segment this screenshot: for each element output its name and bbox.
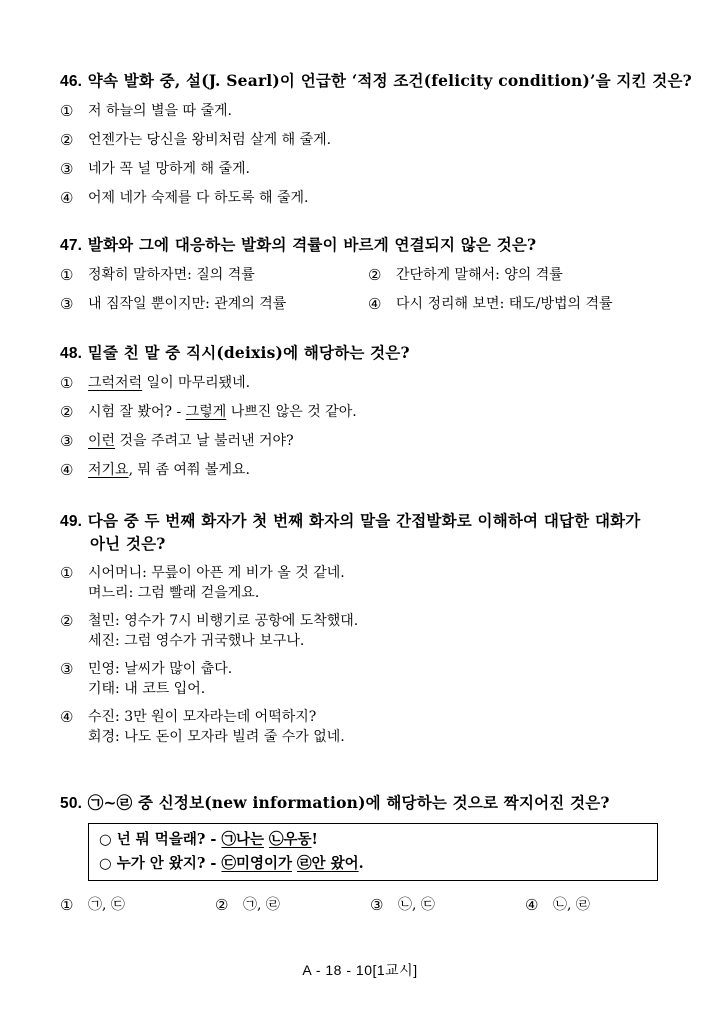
option-mark: ④ bbox=[60, 461, 74, 479]
option-3[interactable] bbox=[370, 895, 525, 915]
question-number: 49. bbox=[60, 513, 83, 530]
question-49-title bbox=[60, 510, 680, 555]
question-50 bbox=[60, 792, 680, 915]
option-3[interactable] bbox=[60, 431, 680, 451]
option-text: 언젠가는 당신을 왕비처럼 살게 해 줄게. bbox=[88, 132, 332, 148]
example-line-2 bbox=[99, 852, 647, 876]
option-1[interactable] bbox=[60, 101, 680, 121]
question-46 bbox=[60, 70, 692, 208]
option-mark: ① bbox=[60, 896, 74, 914]
dialogue-line-1: 수진: 3만 원이 모자라는데 어떡하지? bbox=[88, 709, 317, 725]
option-mark: ④ bbox=[60, 189, 74, 207]
option-1[interactable] bbox=[60, 373, 680, 393]
option-4[interactable] bbox=[368, 294, 680, 314]
option-text-post: 것을 주려고 날 불러낸 거야? bbox=[115, 433, 294, 449]
question-49 bbox=[60, 510, 680, 747]
question-48 bbox=[60, 342, 680, 480]
option-mark: ① bbox=[60, 102, 74, 120]
question-number: 50. bbox=[60, 795, 83, 812]
question-number: 48. bbox=[60, 345, 83, 362]
option-mark: ④ bbox=[525, 896, 539, 914]
option-1[interactable] bbox=[60, 265, 368, 285]
question-text: 약속 발화 중, 설(J. Searl)이 언급한 ‘적정 조건(felicity condition)’을 지킨 것은? bbox=[87, 71, 692, 90]
marked-phrase-b: ㉡우동 bbox=[269, 831, 312, 848]
option-text-post: 나쁘진 않은 것 같아. bbox=[226, 404, 357, 420]
underlined-word: 그렇게 bbox=[185, 404, 227, 420]
dialogue-line-2: 회경: 나도 돈이 모자라 빌려 줄 수가 없네. bbox=[88, 729, 345, 745]
option-2[interactable] bbox=[215, 895, 370, 915]
option-4[interactable] bbox=[60, 460, 680, 480]
option-mark: ① bbox=[60, 374, 74, 392]
option-mark: ③ bbox=[60, 660, 74, 678]
option-mark: ④ bbox=[368, 295, 382, 313]
option-mark: ③ bbox=[370, 896, 384, 914]
question-47-title bbox=[60, 234, 680, 257]
option-mark: ② bbox=[368, 266, 382, 284]
question-text-line1: 다음 중 두 번째 화자가 첫 번째 화자의 말을 간접발화로 이해하여 대답한 대화가 bbox=[87, 511, 641, 530]
option-3[interactable] bbox=[60, 659, 680, 699]
question-text: 밑줄 친 말 중 직시(deixis)에 해당하는 것은? bbox=[87, 343, 410, 362]
page-footer: A - 18 - 10[1교시] bbox=[302, 962, 418, 978]
option-text: ㉡, ㉢ bbox=[398, 897, 435, 913]
option-4[interactable] bbox=[525, 895, 680, 915]
option-text-post: 일이 마무리됐네. bbox=[142, 375, 251, 391]
option-3[interactable] bbox=[60, 159, 680, 179]
dialogue-line-2: 세진: 그럼 영수가 귀국했나 보구나. bbox=[88, 633, 305, 649]
underlined-word: 그럭저럭 bbox=[88, 375, 143, 391]
option-text-post: , 뭐 좀 여쭤 볼게요. bbox=[128, 462, 250, 478]
dialogue-line-1: 시어머니: 무릎이 아픈 게 비가 올 것 같네. bbox=[88, 565, 345, 581]
question-50-title bbox=[60, 792, 680, 815]
marked-phrase-c: ㉢미영이가 bbox=[221, 855, 292, 872]
option-mark: ③ bbox=[60, 295, 74, 313]
option-2[interactable] bbox=[368, 265, 680, 285]
option-text: 네가 꼭 널 망하게 해 줄게. bbox=[88, 161, 250, 177]
option-1[interactable] bbox=[60, 563, 680, 603]
example-punct: . bbox=[358, 855, 364, 872]
option-text: 다시 정리해 보면: 태도/방법의 격률 bbox=[396, 296, 613, 312]
underlined-word: 이런 bbox=[88, 433, 116, 449]
question-text: ㉠~㉣ 중 신정보(new information)에 해당하는 것으로 짝지어진 것은? bbox=[87, 793, 610, 812]
dialogue-line-1: 철민: 영수가 7시 비행기로 공항에 도착했대. bbox=[88, 613, 359, 629]
example-box bbox=[88, 823, 658, 881]
example-text: ○ 누가 안 왔지? - bbox=[99, 855, 222, 872]
option-text: 내 짐작일 뿐이지만: 관계의 격률 bbox=[88, 296, 287, 312]
option-text: 간단하게 말해서: 양의 격률 bbox=[396, 267, 563, 283]
marked-phrase-d: ㉣안 왔어 bbox=[297, 855, 359, 872]
option-4[interactable] bbox=[60, 707, 680, 747]
example-text: ○ 넌 뭐 먹을래? - bbox=[99, 831, 222, 848]
option-mark: ③ bbox=[60, 432, 74, 450]
option-4[interactable] bbox=[60, 188, 680, 208]
option-mark: ① bbox=[60, 266, 74, 284]
option-2[interactable] bbox=[60, 402, 680, 422]
option-mark: ③ bbox=[60, 160, 74, 178]
option-mark: ① bbox=[60, 564, 74, 582]
dialogue-line-1: 민영: 날씨가 많이 춥다. bbox=[88, 661, 233, 677]
option-text: 정확히 말하자면: 질의 격률 bbox=[88, 267, 255, 283]
dialogue-line-2: 기태: 내 코트 입어. bbox=[88, 681, 206, 697]
question-number: 47. bbox=[60, 237, 83, 254]
option-mark: ② bbox=[215, 896, 229, 914]
question-46-title bbox=[60, 70, 692, 93]
example-line-1 bbox=[99, 828, 647, 852]
option-mark: ④ bbox=[60, 708, 74, 726]
option-mark: ② bbox=[60, 403, 74, 421]
option-2[interactable] bbox=[60, 130, 680, 150]
option-mark: ② bbox=[60, 612, 74, 630]
option-text: 저 하늘의 별을 따 줄게. bbox=[88, 103, 232, 119]
dialogue-line-2: 며느리: 그럼 빨래 걷을게요. bbox=[88, 585, 260, 601]
option-text-pre: 시험 잘 봤어? - bbox=[88, 404, 186, 420]
option-text: ㉡, ㉣ bbox=[553, 897, 590, 913]
option-text: ㉠, ㉣ bbox=[243, 897, 280, 913]
option-1[interactable] bbox=[60, 895, 215, 915]
question-text-line2: 아닌 것은? bbox=[90, 534, 166, 553]
option-2[interactable] bbox=[60, 611, 680, 651]
option-text: 어제 네가 숙제를 다 하도록 해 줄게. bbox=[88, 190, 309, 206]
example-punct: ! bbox=[311, 831, 318, 848]
option-mark: ② bbox=[60, 131, 74, 149]
question-text: 발화와 그에 대응하는 발화의 격률이 바르게 연결되지 않은 것은? bbox=[87, 235, 537, 254]
question-number: 46. bbox=[60, 73, 83, 90]
underlined-word: 저기요 bbox=[88, 462, 129, 478]
marked-phrase-a: ㉠나는 bbox=[221, 831, 264, 848]
option-text: ㉠, ㉢ bbox=[88, 897, 125, 913]
question-48-title bbox=[60, 342, 680, 365]
question-47 bbox=[60, 234, 680, 314]
option-3[interactable] bbox=[60, 294, 368, 314]
